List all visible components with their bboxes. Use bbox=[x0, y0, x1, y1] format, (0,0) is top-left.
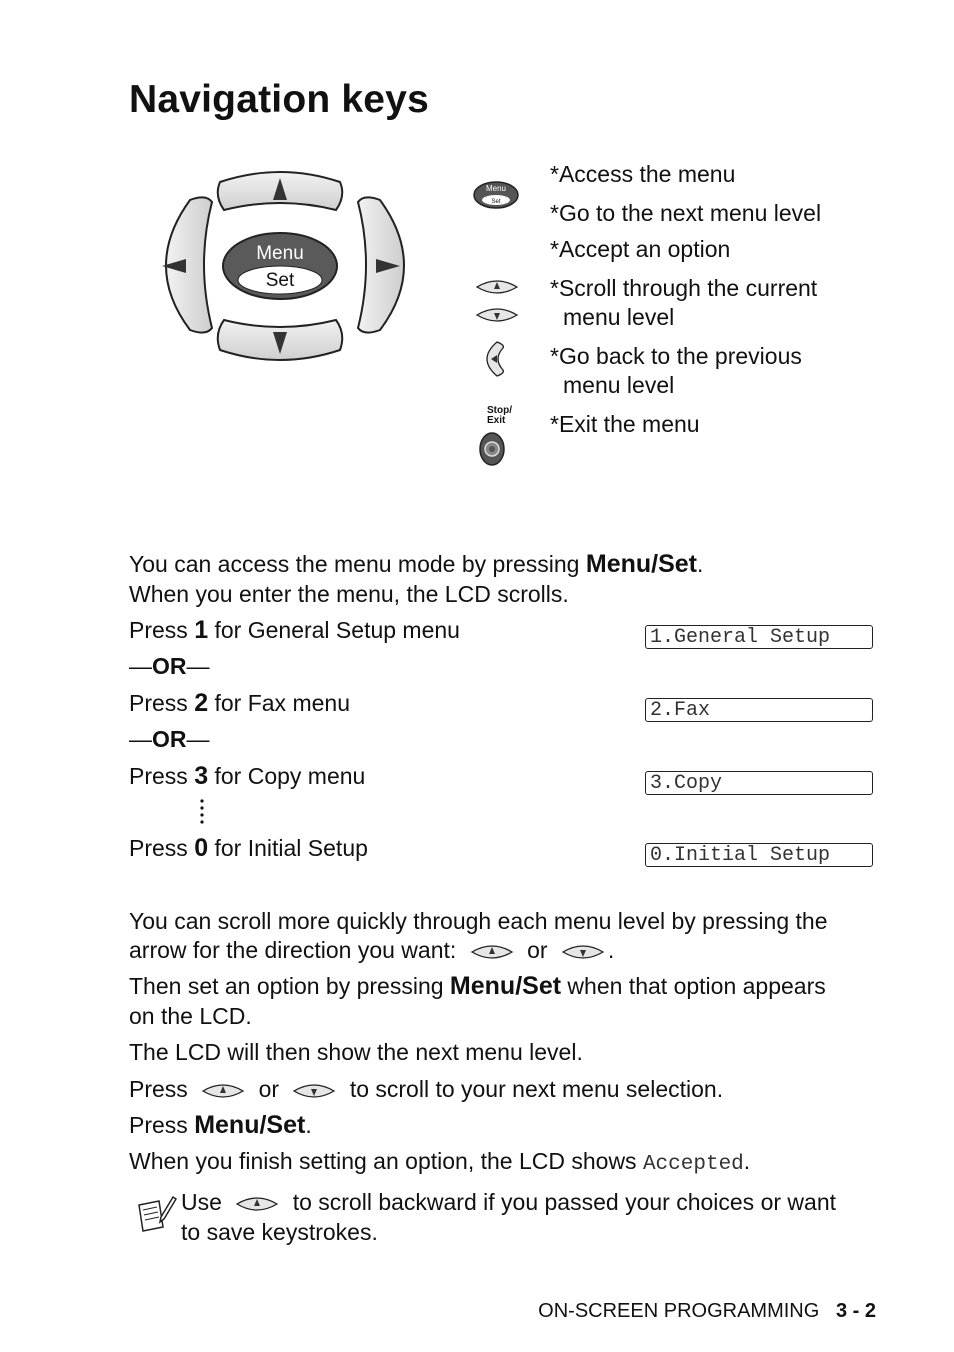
scroll-paragraph-line-2: arrow for the direction you want: or . bbox=[129, 937, 615, 963]
lcd-general-setup: 1.General Setup bbox=[645, 625, 873, 649]
vertical-ellipsis bbox=[197, 798, 207, 828]
lcd-initial-setup: 0.Initial Setup bbox=[645, 843, 873, 867]
step-initial-setup: Press 0 for Initial Setup bbox=[129, 834, 368, 862]
right-arrow-key bbox=[358, 197, 404, 332]
up-arrow-icon bbox=[200, 1081, 246, 1101]
down-arrow-key bbox=[218, 320, 343, 360]
lcd-fax: 2.Fax bbox=[645, 698, 873, 722]
press-arrows-line: Press or to scroll to your next menu selection. bbox=[129, 1076, 724, 1102]
next-level-line: The LCD will then show the next menu level. bbox=[129, 1039, 583, 1065]
or-separator-1: —OR— bbox=[129, 653, 210, 679]
navigation-keys-diagram bbox=[140, 160, 430, 370]
small-down-arrow-icon bbox=[474, 305, 520, 325]
set-option-line-1: Then set an option by pressing Menu/Set when that option appears bbox=[129, 972, 826, 1000]
legend-item-scroll: *Scroll through the current menu level bbox=[550, 275, 818, 330]
stop-exit-label: Stop/ Exit bbox=[487, 405, 512, 426]
step-copy: Press 3 for Copy menu bbox=[129, 762, 366, 790]
step-general-setup: Press 1 for General Setup menu bbox=[129, 616, 460, 644]
page-title: Navigation keys bbox=[129, 78, 429, 121]
or-separator-2: —OR— bbox=[129, 726, 210, 752]
up-arrow-icon bbox=[234, 1194, 280, 1214]
note-pencil-icon bbox=[135, 1193, 177, 1235]
note-line-2: to save keystrokes. bbox=[181, 1219, 378, 1245]
menu-set-key bbox=[223, 233, 337, 299]
small-menu-set-icon bbox=[472, 180, 520, 210]
press-menu-set-line: Press Menu/Set. bbox=[129, 1111, 312, 1139]
intro-line-1: You can access the menu mode by pressing Menu/Set. bbox=[129, 550, 704, 578]
scroll-paragraph-line-1: You can scroll more quickly through each menu level by pressing the bbox=[129, 908, 828, 934]
note-line-1: Use to scroll backward if you passed your choices or want bbox=[181, 1189, 836, 1215]
down-arrow-icon bbox=[291, 1081, 337, 1101]
up-arrow-icon bbox=[469, 942, 515, 962]
step-fax: Press 2 for Fax menu bbox=[129, 689, 350, 717]
up-arrow-key bbox=[218, 172, 343, 210]
down-arrow-icon bbox=[560, 942, 606, 962]
set-option-line-2: on the LCD. bbox=[129, 1003, 252, 1029]
left-arrow-key bbox=[162, 197, 212, 332]
menu-key-label: Menu bbox=[256, 243, 304, 264]
lcd-copy: 3.Copy bbox=[645, 771, 873, 795]
legend-item-next-level: *Go to the next menu level bbox=[550, 200, 822, 226]
small-left-arrow-icon bbox=[483, 340, 507, 378]
small-up-arrow-icon bbox=[474, 277, 520, 297]
legend-item-exit: *Exit the menu bbox=[550, 411, 700, 437]
svg-text:Set: Set bbox=[491, 199, 501, 205]
set-key-label: Set bbox=[265, 270, 295, 291]
legend-item-accept: *Accept an option bbox=[550, 236, 731, 262]
intro-line-2: When you enter the menu, the LCD scrolls. bbox=[129, 581, 569, 607]
stop-exit-key-icon bbox=[478, 431, 508, 467]
page-footer: ON-SCREEN PROGRAMMING 3 - 2 bbox=[538, 1300, 876, 1322]
accepted-line: When you finish setting an option, the LCD shows Accepted. bbox=[129, 1148, 751, 1176]
legend-item-access: *Access the menu bbox=[550, 161, 736, 187]
svg-text:Menu: Menu bbox=[485, 184, 507, 193]
legend-item-go-back: *Go back to the previous menu level bbox=[550, 343, 802, 398]
